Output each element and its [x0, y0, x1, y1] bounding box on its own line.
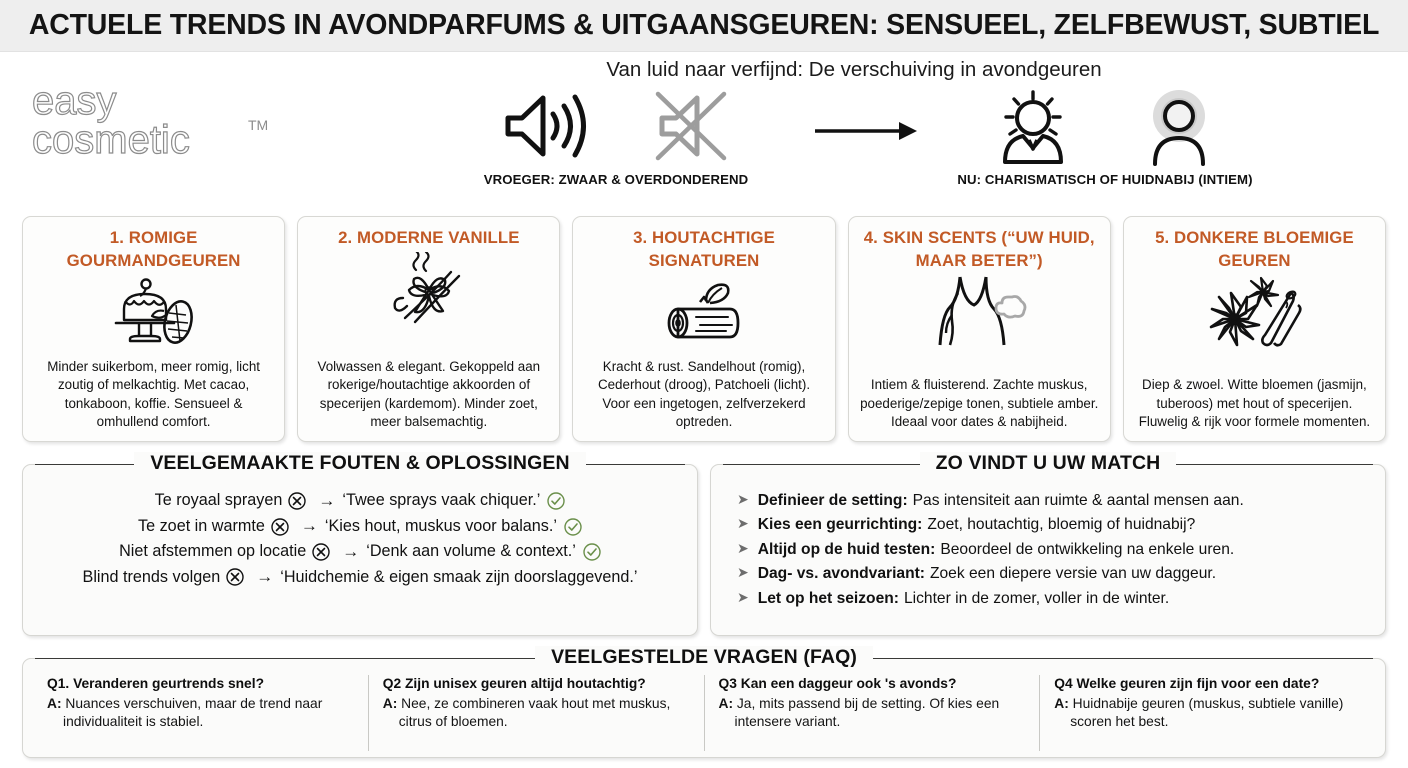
circle-x-icon: [312, 543, 330, 561]
brand-logo: [30, 80, 300, 166]
mistake-solution: ‘Huidchemie & eigen smaak zijn doorslaggevend.’: [280, 567, 638, 586]
match-label: Altijd op de huid testen:: [757, 540, 936, 558]
faq-answer-text: Nee, ze combineren vaak hout met muskus, citrus of bloemen.: [398, 695, 671, 729]
match-label: Dag- vs. avondvariant:: [757, 565, 925, 583]
faq-answer-prefix: A:: [718, 695, 734, 711]
arrow-right-icon: [813, 116, 921, 146]
mistake-row: [119, 542, 601, 562]
trend-card-3-title: 3. HOUTACHTIGE SIGNATUREN: [633, 228, 775, 270]
faq-answer: [383, 695, 690, 731]
faq-legend-text: VEELGESTELDE VRAGEN (FAQ): [535, 646, 873, 669]
skin-neck-icon: [924, 275, 1034, 349]
match-panel: [710, 452, 1386, 636]
mistake-row: [83, 567, 638, 587]
trend-card-3-body: Kracht & rust. Sandelhout (romig), Cederhout (droog), Patchoeli (licht). Voor een ingetogen, zelfverzekerd optreden.: [597, 359, 811, 429]
faq-answer-prefix: A:: [47, 695, 62, 711]
easy-cosmetic-logo-icon: [30, 80, 300, 166]
match-row: [737, 540, 1385, 559]
mistake-solution: ‘Kies hout, muskus voor balans.’: [324, 516, 557, 535]
faq-question: Q2 Zijn unisex geuren altijd houtachtig?: [382, 676, 646, 691]
arrow-bullet-icon: ➤: [737, 564, 749, 581]
faq-answer: [719, 695, 1026, 731]
faq-question: Q1. Veranderen geurtrends snel?: [47, 676, 264, 691]
faq-answer-text: Huidnabije geuren (muskus, subtiele vanille) scoren het best.: [1070, 695, 1344, 729]
legend-rule-left: [35, 658, 535, 659]
intimate-person-icon: [1133, 86, 1225, 166]
flower-spices-icon: [1199, 275, 1309, 349]
speaker-loud-icon: [498, 86, 598, 166]
faq-legend: [23, 646, 1385, 669]
match-text: Pas intensiteit aan ruimte & aantal mensen aan.: [912, 492, 1244, 509]
trend-card-3[interactable]: [572, 216, 835, 442]
arrow-bullet-icon: ➤: [737, 539, 749, 556]
match-text: Zoet, houtachtig, bloemig of huidnabij?: [927, 516, 1196, 534]
faq-answer-prefix: A:: [382, 695, 398, 711]
match-text: Zoek een diepere versie van uw daggeur.: [929, 565, 1217, 583]
circle-check-icon: [547, 492, 565, 510]
trend-card-1-body: Minder suikerbom, meer romig, licht zoutig of melkachtig. Met cacao, tonkaboon, koffie. Sensueel & omhullend comfort.: [47, 359, 261, 429]
mistake-arrow: →: [318, 491, 336, 510]
match-label: Let op het seizoen:: [757, 589, 899, 607]
trend-card-1-title: 1. ROMIGE GOURMANDGEUREN: [66, 228, 241, 270]
trend-cards: [22, 216, 1386, 442]
logo-trademark: TM: [248, 117, 269, 133]
arrow-bullet-icon: ➤: [737, 515, 749, 532]
mistake-problem: Te zoet in warmte: [138, 516, 265, 535]
faq-item: [704, 675, 1040, 751]
mistake-problem: Niet afstemmen op locatie: [119, 542, 307, 561]
header-banner: [0, 0, 1408, 52]
arrow-bullet-icon: ➤: [737, 491, 749, 507]
mistake-row: [155, 491, 566, 511]
faq-item: [368, 675, 704, 751]
mistake-problem: Blind trends volgen: [82, 567, 221, 586]
trend-card-4-body: Intiem & fluisterend. Zachte muskus, poederige/zepige tonen, subtiele amber. Ideaal voor dates & nabijheid.: [860, 377, 1099, 429]
flow-arrow: [805, 86, 929, 176]
flow-before: [427, 86, 805, 187]
speaker-muted-icon: [650, 86, 734, 166]
match-row: [737, 515, 1385, 534]
after-caption: NU: CHARISMATISCH OF HUIDNABIJ (INTIEM): [957, 172, 1253, 187]
flow-after: [929, 86, 1281, 187]
trend-card-4[interactable]: [848, 216, 1111, 442]
match-label: Kies een geurrichting:: [757, 516, 923, 534]
mistakes-list: [23, 465, 697, 588]
faq-question: Q3 Kan een daggeur ook 's avonds?: [718, 676, 957, 691]
mistakes-legend-text: VEELGEMAAKTE FOUTEN & OPLOSSINGEN: [134, 452, 585, 475]
after-icons: [985, 86, 1225, 166]
vanilla-flower-icon: [381, 252, 477, 326]
faq-item: [1039, 675, 1375, 751]
logo-line-2: cosmetic: [32, 118, 190, 162]
faq-answer-prefix: A:: [1054, 695, 1069, 711]
mistake-solution: ‘Twee sprays vaak chiquer.’: [342, 491, 541, 510]
faq-answer: [47, 695, 354, 731]
before-icons: [498, 86, 734, 166]
circle-x-icon: [226, 568, 244, 586]
cake-cacao-icon: [106, 275, 202, 349]
faq-answer: [1054, 695, 1361, 731]
match-row: [737, 491, 1385, 510]
circle-check-icon: [564, 518, 582, 536]
before-caption: VROEGER: ZWAAR & OVERDONDEREND: [483, 172, 749, 187]
match-text: Lichter in de zomer, voller in de winter.: [903, 589, 1170, 607]
legend-rule-right: [873, 658, 1373, 659]
match-row: [737, 564, 1385, 583]
trend-card-5-title: 5. DONKERE BLOEMIGE GEUREN: [1155, 228, 1354, 270]
circle-check-icon: [583, 543, 601, 561]
trend-card-5[interactable]: [1123, 216, 1386, 442]
faq-answer-text: Nuances verschuiven, maar de trend naar individualiteit is stabiel.: [63, 695, 323, 729]
hero-subtitle: Van luid naar verfijnd: De verschuiving in avondgeuren: [606, 58, 1102, 81]
hero-section: [0, 52, 1408, 202]
mistakes-panel: [22, 452, 698, 636]
trend-card-5-body: Diep & zwoel. Witte bloemen (jasmijn, tuberoos) met hout of specerijen. Fluwelig & rijk voor formele momenten.: [1138, 377, 1371, 429]
mistake-row: [138, 516, 582, 536]
faq-answer-text: Ja, mits passend bij de setting. Of kies een intensere variant.: [734, 695, 1000, 729]
match-legend-text: ZO VINDT U UW MATCH: [920, 452, 1177, 475]
page-title: ACTUELE TRENDS IN AVONDPARFUMS & UITGAANSGEUREN: SENSUEEL, ZELFBEWUST, SUBTIEL: [28, 9, 1380, 41]
mistake-arrow: →: [342, 541, 360, 561]
match-text: Beoordeel de ontwikkeling na enkele uren.: [940, 540, 1235, 558]
faq-grid: [33, 675, 1375, 751]
mistake-problem: Te royaal sprayen: [154, 491, 283, 510]
mistake-arrow: →: [300, 516, 318, 536]
faq-panel: [22, 646, 1386, 758]
arrow-bullet-icon: ➤: [737, 588, 749, 605]
match-list: [711, 465, 1385, 608]
circle-x-icon: [288, 492, 306, 510]
circle-x-icon: [271, 518, 289, 536]
faq-item: [33, 675, 368, 751]
mistake-solution: ‘Denk aan volume & context.’: [366, 542, 576, 561]
trend-card-2[interactable]: [297, 216, 560, 442]
faq-question: Q4 Welke geuren zijn fijn voor een date?: [1054, 676, 1320, 691]
logo-line-1: easy: [32, 80, 117, 123]
trend-card-4-title: 4. SKIN SCENTS (“UW HUID, MAAR BETER”): [863, 228, 1095, 270]
match-row: [737, 589, 1385, 608]
mistake-arrow: →: [256, 567, 274, 587]
hero-flow: [300, 86, 1408, 198]
wood-log-icon: [656, 275, 752, 349]
charismatic-person-icon: [985, 86, 1081, 166]
match-label: Definieer de setting:: [757, 492, 908, 509]
trend-card-2-title: 2. MODERNE VANILLE: [338, 228, 520, 247]
trend-card-2-body: Volwassen & elegant. Gekoppeld aan rokerige/houtachtige akkoorden of specerijen (kardemom). Minder zoet, meer balsemachtig.: [317, 359, 541, 429]
trend-card-1[interactable]: [22, 216, 285, 442]
